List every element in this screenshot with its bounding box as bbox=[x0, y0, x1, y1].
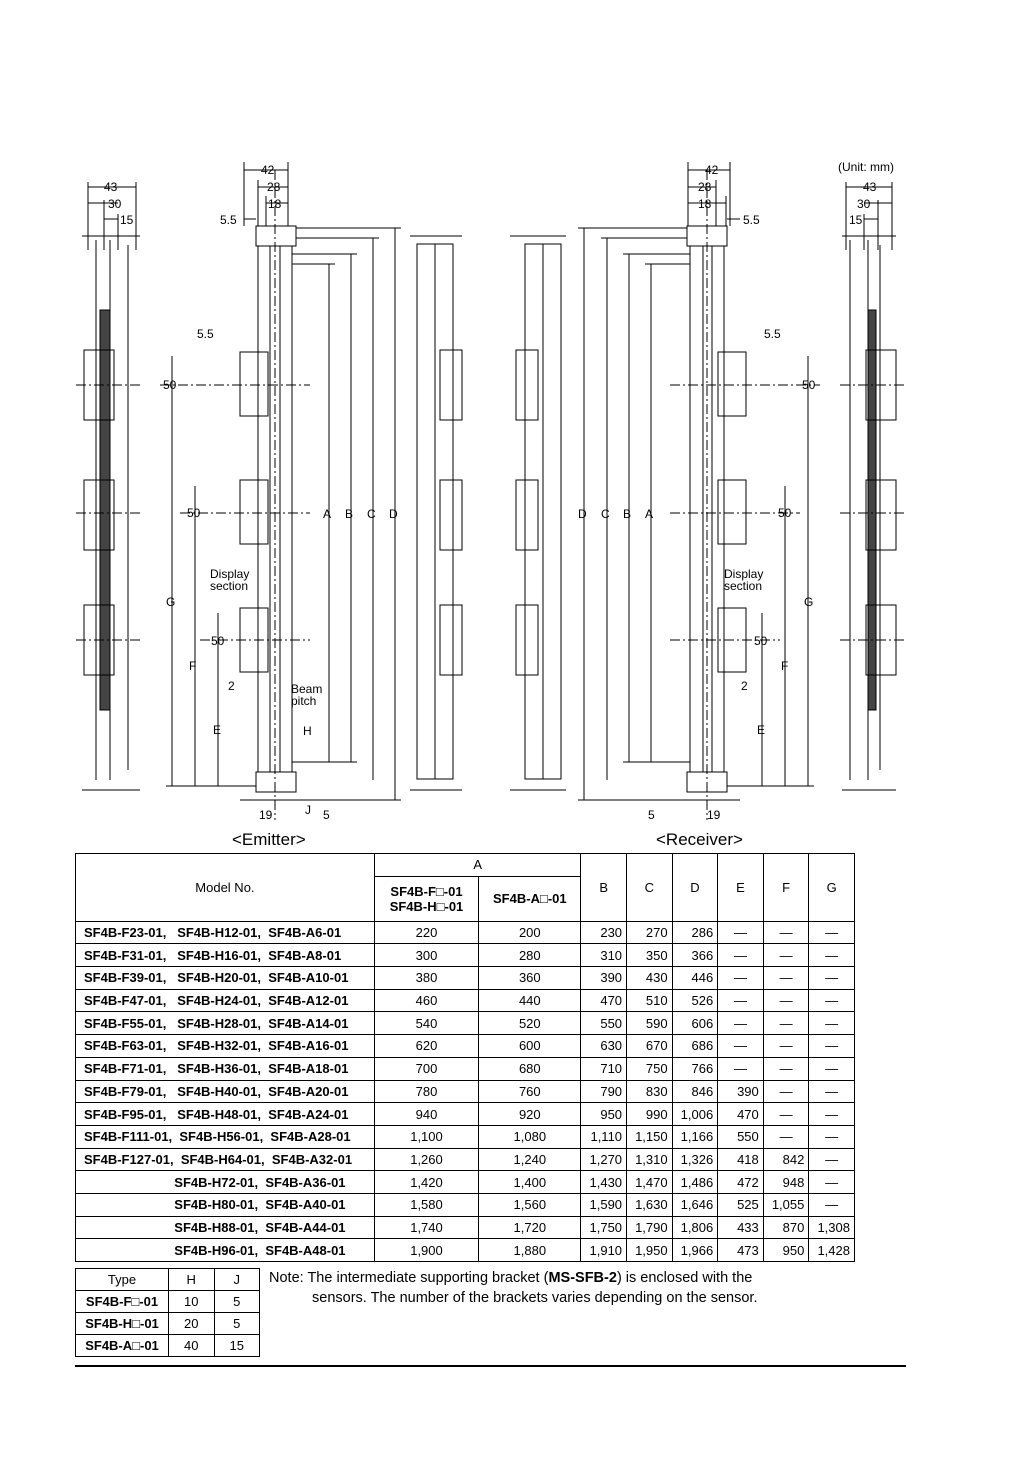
emitter-front-view bbox=[160, 162, 401, 820]
h-cell: 10 bbox=[169, 1291, 215, 1313]
dim-42-right: 42 bbox=[705, 163, 719, 177]
bottom-rule bbox=[75, 1365, 906, 1367]
e-cell: 418 bbox=[718, 1148, 764, 1171]
d-cell: 1,486 bbox=[672, 1171, 718, 1194]
f-cell: — bbox=[763, 1125, 809, 1148]
b-cell: 1,590 bbox=[581, 1193, 627, 1216]
b-cell: 1,750 bbox=[581, 1216, 627, 1239]
a-fh-cell: 460 bbox=[374, 989, 478, 1012]
d-cell: 606 bbox=[672, 1012, 718, 1035]
table-row bbox=[76, 1080, 855, 1103]
emitter-back-view bbox=[410, 236, 462, 790]
type-cell: SF4B-A□-01 bbox=[76, 1335, 169, 1357]
receiver-front-view bbox=[578, 162, 820, 820]
b-cell: 710 bbox=[581, 1057, 627, 1080]
c-cell: 1,150 bbox=[627, 1125, 673, 1148]
dim-19-left: 19 bbox=[259, 808, 273, 822]
a-fh-cell: 780 bbox=[374, 1080, 478, 1103]
f-cell: — bbox=[763, 1035, 809, 1058]
dim-g-right: G bbox=[804, 595, 814, 609]
h-header: H bbox=[169, 1269, 215, 1291]
d-cell: 446 bbox=[672, 967, 718, 990]
f-cell: — bbox=[763, 921, 809, 944]
a-fh-cell: 1,740 bbox=[374, 1216, 478, 1239]
j-cell: 15 bbox=[214, 1335, 260, 1357]
type-row bbox=[76, 1335, 260, 1357]
table-row bbox=[76, 1125, 855, 1148]
g-cell: — bbox=[809, 1057, 855, 1080]
dim-c-right: C bbox=[601, 507, 610, 521]
dim-42-left: 42 bbox=[261, 163, 275, 177]
display-section-l1-right: Display bbox=[724, 567, 764, 581]
table-row bbox=[76, 1012, 855, 1035]
a-a-cell: 1,720 bbox=[479, 1216, 581, 1239]
table-row bbox=[76, 1171, 855, 1194]
header-d: D bbox=[672, 854, 718, 922]
a-fh-cell: 1,580 bbox=[374, 1193, 478, 1216]
table-row bbox=[76, 1239, 855, 1262]
a-fh-cell: 620 bbox=[374, 1035, 478, 1058]
b-cell: 310 bbox=[581, 944, 627, 967]
type-header: Type bbox=[76, 1269, 169, 1291]
a-a-cell: 1,560 bbox=[479, 1193, 581, 1216]
b-cell: 630 bbox=[581, 1035, 627, 1058]
a-fh-cell: 1,420 bbox=[374, 1171, 478, 1194]
note-text-2: ) is enclosed with the bbox=[616, 1270, 753, 1286]
e-cell: — bbox=[718, 1035, 764, 1058]
c-cell: 1,630 bbox=[627, 1193, 673, 1216]
a-a-cell: 280 bbox=[479, 944, 581, 967]
g-cell: 1,308 bbox=[809, 1216, 855, 1239]
header-f: F bbox=[763, 854, 809, 922]
receiver-side-view bbox=[840, 182, 905, 790]
c-cell: 590 bbox=[627, 1012, 673, 1035]
e-cell: — bbox=[718, 1057, 764, 1080]
a-fh-cell: 380 bbox=[374, 967, 478, 990]
dim-f-left: F bbox=[189, 659, 197, 673]
dim-e-left: E bbox=[213, 723, 222, 737]
dim-5-5-mid-right: 5.5 bbox=[764, 327, 781, 341]
dim-a-left: A bbox=[323, 507, 332, 521]
dim-28-left: 28 bbox=[267, 180, 281, 194]
g-cell: — bbox=[809, 921, 855, 944]
type-cell: SF4B-H□-01 bbox=[76, 1313, 169, 1335]
note-bracket-model: MS-SFB-2 bbox=[548, 1270, 617, 1286]
dim-18-right: 18 bbox=[698, 197, 712, 211]
table-row bbox=[76, 989, 855, 1012]
a-a-cell: 1,080 bbox=[479, 1125, 581, 1148]
dim-c-left: C bbox=[367, 507, 376, 521]
e-cell: 470 bbox=[718, 1103, 764, 1126]
a-fh-cell: 700 bbox=[374, 1057, 478, 1080]
model-cell: SF4B-F23-01, SF4B-H12-01, SF4B-A6-01 bbox=[76, 921, 375, 944]
dim-g-left: G bbox=[166, 595, 176, 609]
receiver-caption: <Receiver> bbox=[656, 830, 743, 849]
d-cell: 1,006 bbox=[672, 1103, 718, 1126]
table-row bbox=[76, 1193, 855, 1216]
dim-19-right: 19 bbox=[707, 808, 721, 822]
e-cell: 473 bbox=[718, 1239, 764, 1262]
b-cell: 390 bbox=[581, 967, 627, 990]
beam-pitch-l1: Beam bbox=[291, 682, 323, 696]
e-cell: 550 bbox=[718, 1125, 764, 1148]
model-cell: SF4B-F95-01, SF4B-H48-01, SF4B-A24-01 bbox=[76, 1103, 375, 1126]
dim-28-right: 28 bbox=[698, 180, 712, 194]
f-cell: — bbox=[763, 1057, 809, 1080]
header-a-a: SF4B-A□-01 bbox=[479, 876, 581, 921]
b-cell: 470 bbox=[581, 989, 627, 1012]
b-cell: 1,910 bbox=[581, 1239, 627, 1262]
c-cell: 750 bbox=[627, 1057, 673, 1080]
dim-5-5-top-right: 5.5 bbox=[743, 213, 760, 227]
note-prefix: Note: bbox=[269, 1270, 304, 1286]
f-cell: 950 bbox=[763, 1239, 809, 1262]
dim-b-left: B bbox=[345, 507, 354, 521]
model-cell: SF4B-F47-01, SF4B-H24-01, SF4B-A12-01 bbox=[76, 989, 375, 1012]
f-cell: 842 bbox=[763, 1148, 809, 1171]
dim-a-right: A bbox=[645, 507, 654, 521]
dim-d-right: D bbox=[578, 507, 587, 521]
a-fh-cell: 1,900 bbox=[374, 1239, 478, 1262]
g-cell: — bbox=[809, 989, 855, 1012]
dim-50-2-right: 50 bbox=[778, 506, 792, 520]
type-row bbox=[76, 1291, 260, 1313]
a-a-cell: 760 bbox=[479, 1080, 581, 1103]
table-row bbox=[76, 1216, 855, 1239]
header-g: G bbox=[809, 854, 855, 922]
b-cell: 790 bbox=[581, 1080, 627, 1103]
g-cell: — bbox=[809, 1035, 855, 1058]
b-cell: 1,110 bbox=[581, 1125, 627, 1148]
beam-pitch-l2: pitch bbox=[291, 694, 317, 708]
model-cell: SF4B-F63-01, SF4B-H32-01, SF4B-A16-01 bbox=[76, 1035, 375, 1058]
table-row bbox=[76, 944, 855, 967]
table-row bbox=[76, 1103, 855, 1126]
f-cell: — bbox=[763, 1080, 809, 1103]
c-cell: 350 bbox=[627, 944, 673, 967]
model-cell: SF4B-F39-01, SF4B-H20-01, SF4B-A10-01 bbox=[76, 967, 375, 990]
f-cell: 870 bbox=[763, 1216, 809, 1239]
dim-18-left: 18 bbox=[268, 197, 282, 211]
f-cell: 948 bbox=[763, 1171, 809, 1194]
receiver-back-view bbox=[510, 236, 566, 790]
dim-5-5-mid-left: 5.5 bbox=[197, 327, 214, 341]
dim-e-right: E bbox=[757, 723, 766, 737]
dim-15-left: 15 bbox=[120, 213, 134, 227]
dim-43-left: 43 bbox=[104, 180, 118, 194]
b-cell: 550 bbox=[581, 1012, 627, 1035]
a-fh-cell: 300 bbox=[374, 944, 478, 967]
emitter-side-view bbox=[76, 182, 140, 790]
j-header: J bbox=[214, 1269, 260, 1291]
g-cell: — bbox=[809, 1080, 855, 1103]
dim-30-left: 30 bbox=[108, 197, 122, 211]
dim-b-right: B bbox=[623, 507, 632, 521]
model-cell: SF4B-F127-01, SF4B-H64-01, SF4B-A32-01 bbox=[76, 1148, 375, 1171]
d-cell: 766 bbox=[672, 1057, 718, 1080]
table-row bbox=[76, 1035, 855, 1058]
d-cell: 1,646 bbox=[672, 1193, 718, 1216]
dim-50-3-right: 50 bbox=[754, 634, 768, 648]
f-cell: — bbox=[763, 967, 809, 990]
e-cell: 525 bbox=[718, 1193, 764, 1216]
e-cell: — bbox=[718, 989, 764, 1012]
g-cell: — bbox=[809, 967, 855, 990]
model-cell: SF4B-H80-01, SF4B-A40-01 bbox=[76, 1193, 375, 1216]
b-cell: 230 bbox=[581, 921, 627, 944]
d-cell: 1,966 bbox=[672, 1239, 718, 1262]
h-cell: 20 bbox=[169, 1313, 215, 1335]
a-a-cell: 1,240 bbox=[479, 1148, 581, 1171]
table-row bbox=[76, 1057, 855, 1080]
g-cell: — bbox=[809, 1125, 855, 1148]
dim-5-left: 5 bbox=[323, 808, 330, 822]
c-cell: 1,470 bbox=[627, 1171, 673, 1194]
a-a-cell: 1,880 bbox=[479, 1239, 581, 1262]
g-cell: — bbox=[809, 1171, 855, 1194]
a-a-cell: 520 bbox=[479, 1012, 581, 1035]
d-cell: 1,326 bbox=[672, 1148, 718, 1171]
a-a-cell: 680 bbox=[479, 1057, 581, 1080]
dim-30-right: 30 bbox=[857, 197, 871, 211]
f-cell: — bbox=[763, 944, 809, 967]
d-cell: 1,806 bbox=[672, 1216, 718, 1239]
dim-15-right: 15 bbox=[849, 213, 863, 227]
g-cell: — bbox=[809, 944, 855, 967]
dim-5-right: 5 bbox=[648, 808, 655, 822]
header-e: E bbox=[718, 854, 764, 922]
note-text-1: The intermediate supporting bracket ( bbox=[307, 1270, 549, 1286]
header-b: B bbox=[581, 854, 627, 922]
type-cell: SF4B-F□-01 bbox=[76, 1291, 169, 1313]
a-a-cell: 920 bbox=[479, 1103, 581, 1126]
c-cell: 670 bbox=[627, 1035, 673, 1058]
table-row bbox=[76, 967, 855, 990]
model-cell: SF4B-F79-01, SF4B-H40-01, SF4B-A20-01 bbox=[76, 1080, 375, 1103]
g-cell: — bbox=[809, 1012, 855, 1035]
d-cell: 1,166 bbox=[672, 1125, 718, 1148]
a-a-cell: 200 bbox=[479, 921, 581, 944]
header-a-h: SF4B-H□-01 bbox=[389, 898, 464, 914]
c-cell: 830 bbox=[627, 1080, 673, 1103]
a-a-cell: 600 bbox=[479, 1035, 581, 1058]
display-section-l2-left: section bbox=[210, 579, 249, 593]
a-a-cell: 440 bbox=[479, 989, 581, 1012]
a-fh-cell: 1,260 bbox=[374, 1148, 478, 1171]
c-cell: 1,310 bbox=[627, 1148, 673, 1171]
g-cell: 1,428 bbox=[809, 1239, 855, 1262]
dim-2-right: 2 bbox=[741, 679, 748, 693]
dim-50-1-left: 50 bbox=[163, 378, 177, 392]
d-cell: 686 bbox=[672, 1035, 718, 1058]
dim-50-2-left: 50 bbox=[187, 506, 201, 520]
c-cell: 990 bbox=[627, 1103, 673, 1126]
note-line-2: sensors. The number of the brackets varies depending on the sensor. bbox=[312, 1290, 758, 1306]
d-cell: 526 bbox=[672, 989, 718, 1012]
model-cell: SF4B-H96-01, SF4B-A48-01 bbox=[76, 1239, 375, 1262]
header-model-no: Model No. bbox=[76, 854, 375, 922]
emitter-caption: <Emitter> bbox=[232, 830, 306, 849]
dim-j-left: J bbox=[305, 803, 311, 817]
type-table bbox=[75, 1268, 260, 1357]
header-a-f: SF4B-F□-01 bbox=[390, 883, 463, 899]
header-c: C bbox=[627, 854, 673, 922]
h-cell: 40 bbox=[169, 1335, 215, 1357]
dim-2-left: 2 bbox=[228, 679, 235, 693]
dimension-table bbox=[75, 853, 855, 1262]
a-a-cell: 360 bbox=[479, 967, 581, 990]
dim-h-left: H bbox=[303, 724, 312, 738]
c-cell: 270 bbox=[627, 921, 673, 944]
j-cell: 5 bbox=[214, 1291, 260, 1313]
a-fh-cell: 540 bbox=[374, 1012, 478, 1035]
g-cell: — bbox=[809, 1148, 855, 1171]
model-cell: SF4B-F111-01, SF4B-H56-01, SF4B-A28-01 bbox=[76, 1125, 375, 1148]
note bbox=[269, 1268, 856, 1308]
d-cell: 366 bbox=[672, 944, 718, 967]
dim-50-1-right: 50 bbox=[802, 378, 816, 392]
e-cell: 472 bbox=[718, 1171, 764, 1194]
f-cell: — bbox=[763, 1012, 809, 1035]
c-cell: 430 bbox=[627, 967, 673, 990]
table-row bbox=[76, 1148, 855, 1171]
g-cell: — bbox=[809, 1103, 855, 1126]
c-cell: 510 bbox=[627, 989, 673, 1012]
table-row bbox=[76, 921, 855, 944]
model-cell: SF4B-F71-01, SF4B-H36-01, SF4B-A18-01 bbox=[76, 1057, 375, 1080]
dim-f-right: F bbox=[781, 659, 789, 673]
a-fh-cell: 1,100 bbox=[374, 1125, 478, 1148]
a-fh-cell: 220 bbox=[374, 921, 478, 944]
dim-43-right: 43 bbox=[863, 180, 877, 194]
dim-d-left: D bbox=[389, 507, 398, 521]
model-cell: SF4B-F31-01, SF4B-H16-01, SF4B-A8-01 bbox=[76, 944, 375, 967]
header-a: A bbox=[374, 854, 581, 877]
b-cell: 1,430 bbox=[581, 1171, 627, 1194]
display-section-l2-right: section bbox=[724, 579, 763, 593]
model-cell: SF4B-F55-01, SF4B-H28-01, SF4B-A14-01 bbox=[76, 1012, 375, 1035]
unit-label: (Unit: mm) bbox=[838, 160, 894, 174]
d-cell: 286 bbox=[672, 921, 718, 944]
dim-50-3-left: 50 bbox=[211, 634, 225, 648]
e-cell: 433 bbox=[718, 1216, 764, 1239]
e-cell: 390 bbox=[718, 1080, 764, 1103]
f-cell: — bbox=[763, 989, 809, 1012]
model-cell: SF4B-H88-01, SF4B-A44-01 bbox=[76, 1216, 375, 1239]
f-cell: — bbox=[763, 1103, 809, 1126]
b-cell: 950 bbox=[581, 1103, 627, 1126]
g-cell: — bbox=[809, 1193, 855, 1216]
a-a-cell: 1,400 bbox=[479, 1171, 581, 1194]
display-section-l1-left: Display bbox=[210, 567, 250, 581]
dim-5-5-top-left: 5.5 bbox=[220, 213, 237, 227]
header-a-fh bbox=[374, 876, 478, 921]
model-cell: SF4B-H72-01, SF4B-A36-01 bbox=[76, 1171, 375, 1194]
e-cell: — bbox=[718, 944, 764, 967]
e-cell: — bbox=[718, 921, 764, 944]
b-cell: 1,270 bbox=[581, 1148, 627, 1171]
d-cell: 846 bbox=[672, 1080, 718, 1103]
c-cell: 1,950 bbox=[627, 1239, 673, 1262]
type-row bbox=[76, 1313, 260, 1335]
j-cell: 5 bbox=[214, 1313, 260, 1335]
e-cell: — bbox=[718, 967, 764, 990]
f-cell: 1,055 bbox=[763, 1193, 809, 1216]
a-fh-cell: 940 bbox=[374, 1103, 478, 1126]
c-cell: 1,790 bbox=[627, 1216, 673, 1239]
e-cell: — bbox=[718, 1012, 764, 1035]
